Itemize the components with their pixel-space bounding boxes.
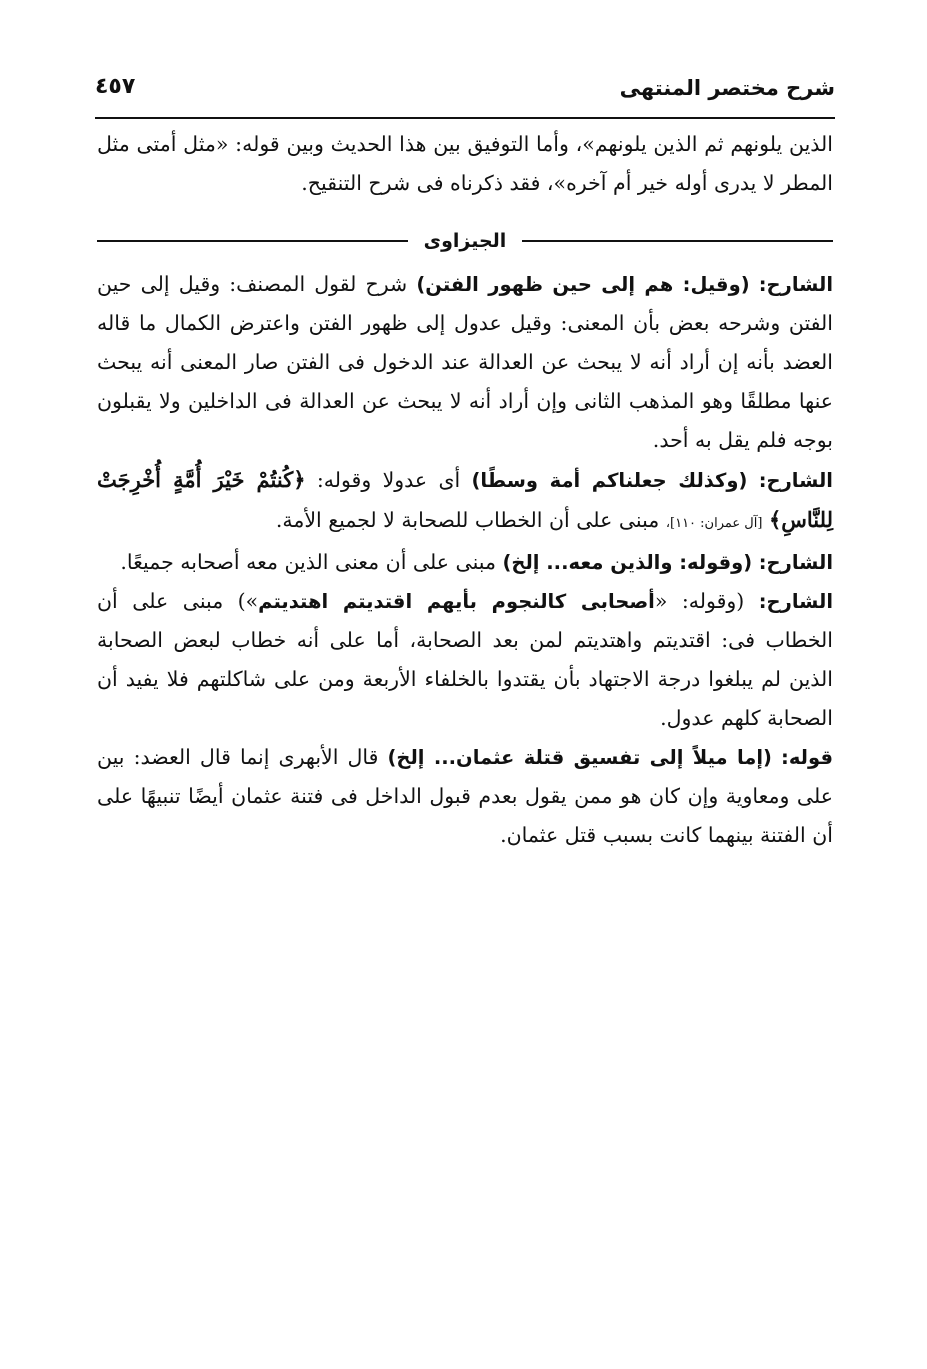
page-header <box>95 66 835 112</box>
quote-close: ») <box>237 589 259 613</box>
running-title: شرح مختصر المنتهى <box>619 76 835 100</box>
quoted-phrase: (إما ميلاً إلى تفسيق قتلة عثمان... إلخ) <box>387 746 772 769</box>
paragraph-label: الشارح: <box>758 551 833 574</box>
paragraph-text: مبنى على أن معنى الذين معه أصحابه جميعًا. <box>120 550 496 574</box>
page-number: ٤٥٧ <box>95 74 136 99</box>
paragraph-text: أى عدولا وقوله: <box>316 468 461 492</box>
quoted-phrase: (وكذلك جعلناكم أمة وسطًا) <box>471 469 748 492</box>
quran-verse: ﴿كُنتُمْ خَيْرَ أُمَّةٍ أُخْرِجَتْ لِلنَّاسِ﴾ <box>97 467 833 532</box>
header-rule <box>95 117 835 119</box>
paragraph-2 <box>97 460 833 543</box>
paragraph-label: الشارح: <box>758 273 833 296</box>
paragraph-text: شرح لقول المصنف: وقيل إلى حين الفتن وشرحه بعض بأن المعنى: وقيل عدول إلى ظهور الفتن واعترض الكمال ما قاله العضد بأنه إن أراد أنه لا يبحث عن العدالة عند الدخول فى الفتن صار المعنى أنه يبحث عنها مطلقًا وهو المذهب الثانى وإن أراد أنه لا يبحث عن العدالة فى الداخلين ولا يقبلون بوجه فلم يقل به أحد. <box>97 272 833 452</box>
paragraph-1 <box>97 265 833 460</box>
paragraph-label: قوله: <box>781 746 833 769</box>
quoted-phrase: (وقوله: والذين معه... إلخ) <box>502 551 753 574</box>
divider-rule-left <box>97 240 408 242</box>
quoted-phrase: (وقيل: هم إلى حين ظهور الفتن) <box>416 273 750 296</box>
quote-open: (وقوله: « <box>654 589 745 613</box>
paragraph-label: الشارح: <box>758 469 833 492</box>
paragraph-3 <box>97 543 833 582</box>
intro-text: الذين يلونهم ثم الذين يلونهم»، وأما التوفيق بين هذا الحديث وبين قوله: «مثل أمتى مثل المطر لا يدرى أوله خير أم آخره»، فقد ذكرناه فى شرح التنقيح. <box>97 132 833 195</box>
section-divider <box>97 224 833 258</box>
section-title: الجيزاوى <box>423 230 507 252</box>
paragraph-4 <box>97 582 833 738</box>
paragraph-text: مبنى على أن الخطاب فى: اقتديتم واهتديتم لمن بعد الصحابة، أما على أنه خطاب لبعض الصحابة الذين لم يبلغوا درجة الاجتهاد بأن يقتدوا بالخلفاء الأربعة ومن على شاكلتهم فلا يفيد أن الصحابة كلهم عدول. <box>97 589 833 730</box>
quoted-phrase: أصحابى كالنجوم بأيهم اقتديتم اهتديتم <box>258 590 655 613</box>
commentary-body <box>97 265 833 855</box>
divider-rule-right <box>522 240 833 242</box>
paragraph-5 <box>97 738 833 855</box>
verse-reference: [آل عمران: ١١٠]، <box>665 516 763 531</box>
intro-paragraph <box>97 125 833 203</box>
paragraph-label: الشارح: <box>758 590 833 613</box>
paragraph-text: مبنى على أن الخطاب للصحابة لا لجميع الأمة. <box>275 508 660 532</box>
paragraph-text: قال الأبهرى إنما قال العضد: بين على ومعاوية وإن كان هو ممن يقول بعدم قبول الداخل فى فتنة عثمان أيضًا تنبيهًا على أن الفتنة بينهما كانت بسبب قتل عثمان. <box>97 745 833 847</box>
